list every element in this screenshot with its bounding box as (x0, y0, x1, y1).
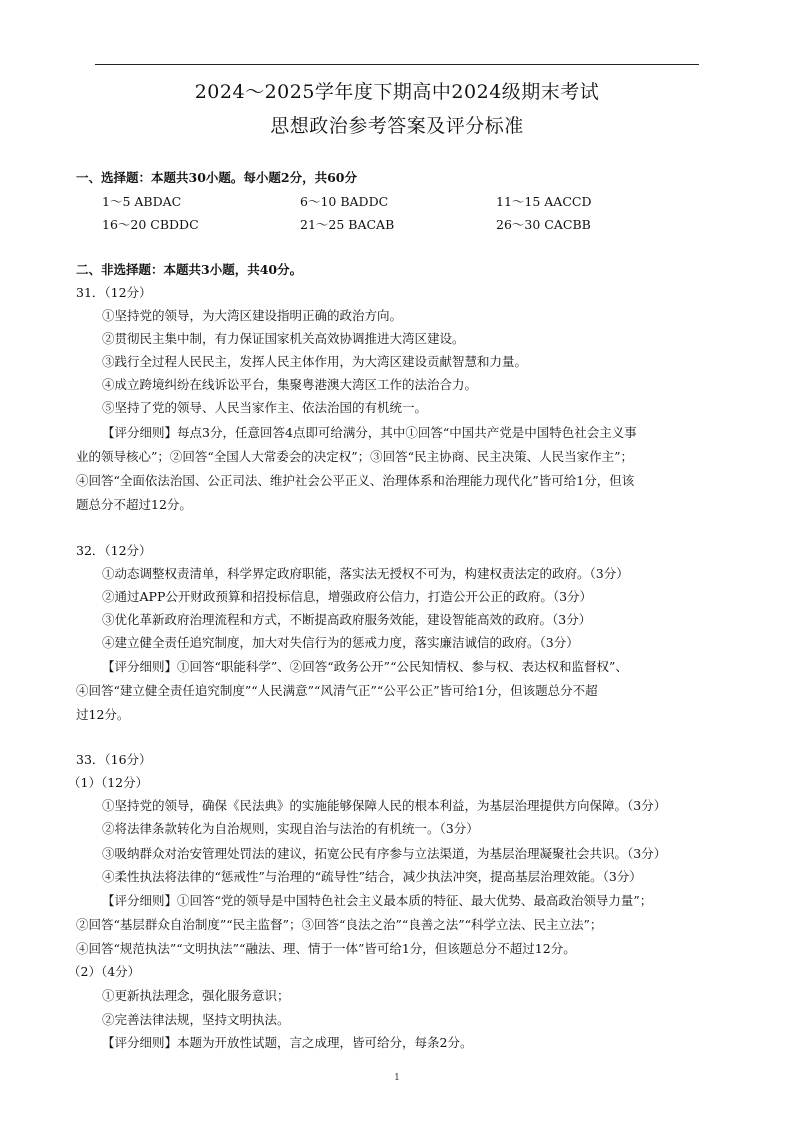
q31-rubric-line: 业的领导核心”；②回答“全国人大常委会的决定权”；③回答“民主协商、民主决策、人民当家作主”； (76, 449, 633, 464)
q33-part2-point: ①更新执法理念，强化服务意识； (102, 988, 290, 1003)
q31-point: ②贯彻民主集中制，有力保证国家机关高效协调推进大湾区建设。 (102, 331, 465, 346)
exam-title: 2024～2025学年度下期高中2024级期末考试 (194, 81, 600, 103)
q31-point: ④成立跨境纠纷在线诉讼平台，集聚粤港澳大湾区工作的法治合力。 (102, 377, 478, 392)
q33-part2-point: ②完善法律法规，坚持文明执法。 (102, 1012, 290, 1027)
q32-rubric-line: 【评分细则】①回答“职能科学”、②回答“政务公开”“公民知情权、参与权、表达权和监督权”、 (102, 659, 628, 674)
q32-point: ①动态调整权责清单，科学界定政府职能，落实法无授权不可为，构建权责法定的政府。（3分） (102, 566, 629, 581)
q31-heading: 31．（12分） (76, 285, 152, 300)
q31-rubric-line: 【评分细则】每点3分，任意回答4点即可给满分，其中①回答“中国共产党是中国特色社会主义事 (102, 425, 637, 440)
q33-part1-heading: （1）（12分） (68, 775, 149, 790)
q33-heading: 33．（16分） (76, 752, 152, 767)
q31-rubric-line: 题总分不超过12分。 (76, 497, 192, 512)
q31-point: ⑤坚持了党的领导、人民当家作主、依法治国的有机统一。 (102, 400, 428, 415)
q32-point: ④建立健全责任追究制度，加大对失信行为的惩戒力度，落实廉洁诚信的政府。（3分） (102, 635, 579, 650)
q32-point: ②通过APP公开财政预算和招投标信息，增强政府公信力，打造公开公正的政府。（3分） (102, 589, 593, 604)
q33-part1-rubric-line: ④回答“规范执法”“文明执法”“融法、理、情于一体”皆可给1分，但该题总分不超过12分。 (76, 941, 576, 956)
answer-group: 26～30 CACBB (496, 217, 591, 232)
page-number: 1 (394, 1073, 400, 1083)
q31-point: ①坚持党的领导，为大湾区建设指明正确的政治方向。 (102, 308, 403, 323)
q33-part1-rubric-line: ②回答“基层群众自治制度”“民主监督”；③回答“良法之治”“良善之法”“科学立法、民主立法”； (76, 917, 603, 932)
q31-point: ③践行全过程人民民主，发挥人民主体作用，为大湾区建设贡献智慧和力量。 (102, 354, 528, 369)
section2-heading: 二、非选择题：本题共3小题，共40分。 (76, 262, 303, 277)
q33-part1-rubric-line: 【评分细则】①回答“党的领导是中国特色社会主义最本质的特征、最大优势、最高政治领导力量”； (102, 893, 653, 908)
q33-part2-heading: （2）（4分） (68, 964, 141, 979)
q33-part1-point: ③吸纳群众对治安管理处罚法的建议，拓宽公民有序参与立法渠道，为基层治理凝聚社会共识。（3分） (102, 846, 667, 861)
q32-heading: 32．（12分） (76, 543, 152, 558)
answer-group: 16～20 CBDDC (102, 217, 199, 232)
q32-rubric-line: ④回答“建立健全责任追究制度”“人民满意”“风清气正”“公平公正”皆可给1分，但该题总分不超 (76, 683, 598, 698)
answer-group: 1～5 ABDAC (102, 194, 182, 209)
answer-group: 6～10 BADDC (300, 194, 389, 209)
header-rule (95, 64, 699, 65)
q33-part1-point: ④柔性执法将法律的“惩戒性”与治理的“疏导性”结合，减少执法冲突，提高基层治理效能。（3分） (102, 869, 642, 884)
q32-rubric-line: 过12分。 (76, 707, 130, 722)
section1-heading: 一、选择题：本题共30小题。每小题2分，共60分 (76, 170, 357, 185)
q32-point: ③优化革新政府治理流程和方式，不断提高政府服务效能，建设智能高效的政府。（3分） (102, 612, 592, 627)
answer-group: 11～15 AACCD (496, 194, 592, 209)
q31-rubric-line: ④回答“全面依法治国、公正司法、维护社会公平正义、治理体系和治理能力现代化”皆可给1分，但该 (76, 473, 635, 488)
answer-group: 21～25 BACAB (300, 217, 395, 232)
q33-part1-point: ②将法律条款转化为自治规则，实现自治与法治的有机统一。（3分） (102, 821, 479, 836)
exam-subtitle: 思想政治参考答案及评分标准 (270, 115, 524, 137)
q33-part1-point: ①坚持党的领导，确保《民法典》的实施能够保障人民的根本利益，为基层治理提供方向保障。（3分） (102, 798, 667, 813)
q33-part2-rubric: 【评分细则】本题为开放性试题，言之成理，皆可给分，每条2分。 (102, 1035, 473, 1050)
